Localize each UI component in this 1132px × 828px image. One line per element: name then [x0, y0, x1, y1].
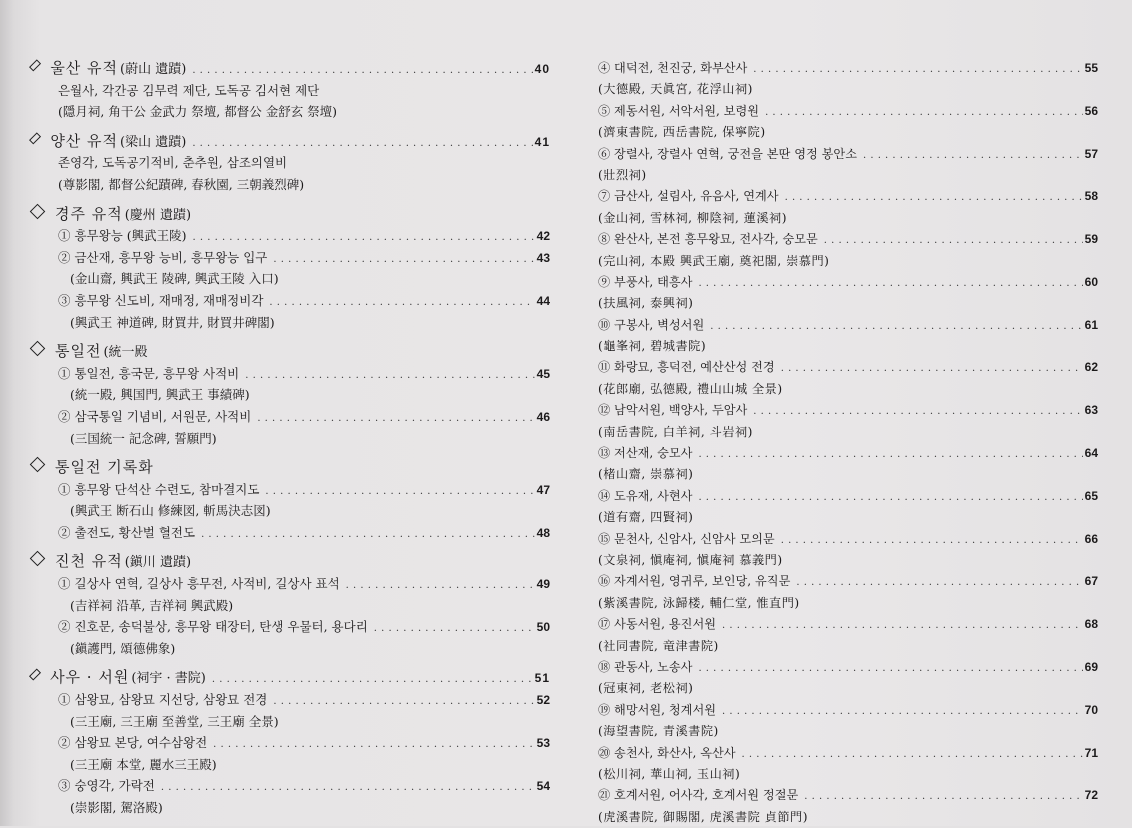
entry-text: ⑨ 부풍사, 태흥사 [598, 274, 693, 289]
entry-text: ⑭ 도유재, 사현사 [598, 488, 693, 503]
page-number: 55 [1084, 61, 1098, 75]
entry-text: (三王廟 本堂, 麗水三王殿) [70, 756, 217, 772]
page-number: 44 [536, 293, 550, 308]
section-title: 통일전 기록화 [55, 458, 154, 477]
entry-text: (濟東書院, 西岳書院, 保寧院) [598, 125, 766, 140]
page-number: 42 [536, 229, 550, 244]
page-number: 54 [536, 779, 550, 794]
dot-leader [192, 58, 532, 82]
toc-section [28, 341, 550, 449]
toc-item [598, 657, 1098, 700]
page-number: 52 [536, 693, 550, 708]
toc-entry [28, 595, 550, 617]
toc-entry [28, 754, 550, 776]
toc-section [28, 204, 550, 334]
section-heading [28, 131, 550, 153]
diamond-bullet-icon [30, 457, 46, 473]
toc-entry-hanja [598, 293, 1098, 314]
toc-item [598, 571, 1098, 614]
toc-item [598, 186, 1098, 229]
toc-entry [28, 711, 550, 733]
page-number: 72 [1084, 788, 1098, 803]
toc-entry-hanja [598, 251, 1098, 272]
dot-leader [804, 785, 1082, 807]
toc-entry [28, 638, 550, 660]
dot-leader [698, 443, 1082, 465]
dot-leader [265, 479, 534, 503]
page-number: 68 [1084, 617, 1098, 632]
entry-text: (冠東祠, 老松祠) [598, 681, 694, 696]
toc-entry-hanja [598, 464, 1098, 485]
toc-item [598, 785, 1098, 828]
toc-right-column [598, 58, 1098, 828]
entry-text: ① 길상사 연혁, 길상사 흥무전, 사적비, 길상사 표석 [58, 576, 340, 592]
toc-entry-hanja [598, 721, 1098, 742]
toc-entry [28, 384, 550, 406]
entry-text: ② 삼왕묘 본당, 여수삼왕전 [58, 735, 208, 751]
page-number: 47 [536, 482, 550, 497]
dot-leader [269, 290, 534, 314]
dot-leader [781, 357, 1083, 379]
toc-entry [28, 312, 550, 334]
toc-entry [28, 268, 550, 290]
page-number: 65 [1084, 488, 1098, 503]
entry-text: (三王廟, 三王廟 至善堂, 三王廟 全景) [70, 713, 279, 729]
entry-text: (扶風祠, 泰興祠) [598, 296, 694, 311]
entry-text: (松川祠, 華山祠, 玉山祠) [598, 766, 741, 781]
dot-leader [722, 614, 1083, 636]
toc-item [598, 443, 1098, 486]
page-number: 58 [1084, 189, 1098, 204]
diamond-bullet-icon [30, 203, 46, 219]
toc-item [598, 58, 1098, 101]
entry-text: (完山祠, 本殿 興武王廟, 奠祀閣, 崇慕門) [598, 253, 830, 268]
page-number: 50 [536, 620, 550, 635]
toc-entry-hanja [598, 807, 1098, 828]
toc-section [28, 457, 550, 543]
toc-entry-hanja [598, 593, 1098, 614]
diamond-bullet-icon [29, 669, 41, 681]
toc-entry [28, 174, 550, 196]
page-number: 69 [1084, 659, 1098, 674]
toc-item [598, 400, 1098, 443]
page-number: 46 [536, 409, 550, 424]
entry-text: ⑧ 완산사, 본전 흥무왕묘, 전사각, 숭모문 [598, 232, 818, 247]
section-heading [28, 58, 550, 80]
entry-text: ⑩ 구봉사, 벽성서원 [598, 317, 705, 332]
entry-text: ② 출전도, 황산벌 혈전도 [58, 524, 196, 540]
dot-leader [257, 406, 534, 430]
entry-text: (紫溪書院, 泳歸楼, 輔仁堂, 惟直門) [598, 595, 800, 610]
toc-entry [28, 573, 550, 595]
toc-item [598, 529, 1098, 572]
section-title-hanja: (梁山 遺蹟) [120, 134, 187, 150]
dot-leader [212, 667, 533, 691]
dot-leader [710, 315, 1082, 337]
section-heading [28, 341, 550, 363]
toc-entry [598, 443, 1098, 464]
entry-text: (社同書院, 竜津書院) [598, 638, 719, 653]
section-title: 양산 유적 [50, 131, 119, 150]
dot-leader [245, 363, 534, 387]
entry-text: ⑦ 금산사, 설림사, 유음사, 연계사 [598, 189, 779, 204]
entry-text: ② 삼국통일 기념비, 서원문, 사적비 [58, 408, 252, 424]
toc-item [598, 144, 1098, 187]
toc-entry-hanja [598, 507, 1098, 528]
entry-text: ⑱ 관동사, 노송사 [598, 659, 693, 674]
dot-leader [273, 689, 534, 713]
page-number: 59 [1084, 232, 1098, 247]
dot-leader [273, 247, 534, 271]
diamond-bullet-icon [29, 59, 41, 71]
entry-text: ⑲ 해망서원, 청계서원 [598, 702, 716, 717]
toc-entry [598, 315, 1098, 336]
toc-entry [28, 732, 550, 754]
toc-entry [598, 101, 1098, 122]
toc-entry [598, 272, 1098, 293]
page-number: 66 [1084, 531, 1098, 546]
toc-entry [598, 357, 1098, 378]
dot-leader [192, 131, 532, 155]
dot-leader [201, 522, 535, 546]
toc-entry [28, 428, 550, 450]
toc-entry [28, 290, 550, 312]
dot-leader [753, 400, 1082, 422]
page-number: 64 [1084, 446, 1098, 461]
page-number: 57 [1084, 146, 1098, 161]
section-heading [28, 457, 550, 479]
entry-text: ⑫ 남악서원, 백양사, 두암사 [598, 403, 748, 418]
diamond-bullet-icon [30, 341, 46, 357]
entry-text: (大德殿, 天眞宮, 花浮山祠) [598, 82, 753, 97]
dot-leader [781, 529, 1083, 551]
entry-text: ② 금산재, 흥무왕 능비, 흥무왕능 입구 [58, 249, 268, 265]
page-number: 70 [1084, 702, 1098, 717]
section-title: 진천 유적 [55, 552, 123, 571]
toc-entry-hanja [598, 336, 1098, 357]
dot-leader [742, 743, 1083, 765]
toc-section [28, 667, 550, 818]
dot-leader [374, 616, 535, 640]
entry-text: ③ 흥무왕 신도비, 재매정, 재매정비각 [58, 292, 264, 308]
toc-entry [598, 571, 1098, 592]
section-title: 울산 유적 [50, 59, 119, 77]
entry-text: ② 진호문, 송덕불상, 흥무왕 태장터, 탄생 우물터, 용다리 [58, 619, 368, 635]
toc-entry [28, 406, 550, 428]
toc-entry [598, 743, 1098, 764]
page-number: 53 [536, 736, 550, 751]
page-number: 45 [536, 366, 550, 381]
entry-text: (龜峯祠, 碧城書院) [598, 339, 707, 354]
section-title-hanja: (蔚山 遺蹟) [120, 62, 187, 77]
toc-item [598, 486, 1098, 529]
toc-entry [28, 247, 550, 269]
page-number: 48 [536, 525, 550, 540]
toc-entry [598, 614, 1098, 635]
toc-entry [598, 144, 1098, 165]
entry-text: (統一殿, 興国門, 興武王 事績碑) [70, 387, 250, 403]
entry-text: (道有齋, 四賢祠) [598, 510, 694, 525]
page-number: 63 [1084, 403, 1098, 418]
dot-leader [824, 229, 1083, 251]
toc-entry [598, 486, 1098, 507]
toc-entry-hanja [598, 379, 1098, 400]
toc-entry [28, 101, 550, 123]
section-title-hanja: (慶州 遺蹟) [124, 207, 192, 223]
entry-text: ① 삼왕묘, 삼왕묘 지선당, 삼왕묘 전경 [58, 692, 268, 708]
toc-entry-hanja [598, 550, 1098, 571]
entry-text: ⑤ 제동서원, 서악서원, 보령원 [598, 103, 760, 118]
toc-entry-hanja [598, 165, 1098, 186]
toc-item [598, 614, 1098, 657]
toc-entry [28, 225, 550, 247]
toc-entry [28, 500, 550, 522]
entry-text: ⑥ 장렬사, 장렬사 연혁, 궁전을 본딴 영정 봉안소 [598, 146, 857, 161]
toc-item [598, 357, 1098, 400]
toc-item [598, 101, 1098, 144]
entry-text: ⑯ 자계서원, 영귀루, 보인당, 유직문 [598, 574, 791, 589]
dot-leader [785, 186, 1083, 208]
entry-text: ③ 숭영각, 가락전 [58, 778, 155, 794]
entry-text: (隱月祠, 角干公 金武力 祭壇, 都督公 金舒玄 祭壇) [58, 104, 338, 120]
toc-entry [28, 689, 550, 711]
entry-text: (吉祥祠 沿革, 吉祥祠 興武殿) [70, 597, 234, 613]
section-title-hanja: (鎭川 遺蹟) [124, 555, 192, 571]
entry-text: (南岳書院, 白羊祠, 斗岩祠) [598, 424, 753, 439]
page-number: 40 [534, 62, 550, 76]
section-heading [28, 667, 550, 689]
toc-item [598, 229, 1098, 272]
entry-text: (興武王 神道碑, 財買井, 財買井碑閣) [70, 314, 275, 330]
page-number: 61 [1084, 317, 1098, 332]
page-number: 67 [1084, 574, 1098, 589]
dot-leader [698, 486, 1082, 508]
entry-text: (虎溪書院, 御賜閣, 虎溪書院 貞節門) [598, 809, 809, 824]
toc-entry [28, 616, 550, 638]
page-number: 43 [536, 250, 550, 265]
toc-entry-hanja [598, 636, 1098, 657]
toc-entry-hanja [598, 79, 1098, 100]
toc-entry [598, 400, 1098, 421]
toc-section [28, 58, 550, 123]
entry-text: (楮山齋, 崇慕祠) [598, 467, 694, 482]
page-number: 71 [1084, 745, 1098, 760]
entry-text: 은월사, 각간공 김무력 제단, 도독공 김서현 제단 [58, 82, 320, 98]
toc-left-column [28, 58, 550, 819]
toc-entry-hanja [598, 208, 1098, 229]
dot-leader [753, 58, 1082, 80]
entry-text: (金山齋, 興武王 陵碑, 興武王陵 入口) [70, 271, 279, 287]
page-number: 41 [534, 134, 550, 149]
diamond-bullet-icon [29, 132, 41, 144]
dot-leader [698, 272, 1082, 294]
toc-entry [28, 363, 550, 385]
page-number: 60 [1084, 274, 1098, 289]
entry-text: (金山祠, 雪林祠, 柳陰祠, 蓮溪祠) [598, 210, 788, 225]
toc-entry [28, 479, 550, 501]
toc-entry-hanja [598, 764, 1098, 785]
entry-text: ⑬ 저산재, 숭모사 [598, 446, 693, 461]
toc-entry [28, 80, 550, 102]
entry-text: ⑰ 사동서원, 용진서원 [598, 617, 716, 632]
toc-entry-hanja [598, 122, 1098, 143]
toc-item [598, 315, 1098, 358]
section-heading [28, 551, 550, 573]
toc-entry [598, 58, 1098, 79]
entry-text: ① 흥무왕능 (興武王陵) [58, 228, 187, 244]
toc-entry [598, 229, 1098, 250]
entry-text: (鎭護門, 頌德佛象) [70, 640, 176, 656]
entry-text: ⑮ 문천사, 신암사, 신암사 모의문 [598, 531, 775, 546]
entry-text: (崇影閣, 駕洛殿) [70, 800, 163, 815]
toc-section [28, 131, 550, 196]
dot-leader [161, 775, 535, 799]
section-title-hanja: (祠宇 · 書院) [131, 671, 206, 687]
toc-entry [28, 797, 550, 819]
entry-text: ㉑ 호계서원, 어사각, 호계서원 정절문 [598, 788, 799, 803]
toc-entry-hanja [598, 678, 1098, 699]
entry-text: (壯烈祠) [598, 167, 647, 182]
toc-item [598, 272, 1098, 315]
page-number: 62 [1084, 360, 1098, 375]
entry-text: ⑳ 송천사, 화산사, 옥산사 [598, 745, 736, 760]
toc-item [598, 743, 1098, 786]
page-number: 56 [1084, 103, 1098, 118]
toc-entry [598, 529, 1098, 550]
dot-leader [796, 571, 1082, 593]
entry-text: ① 통일전, 흥국문, 흥무왕 사적비 [58, 365, 240, 381]
section-title: 사우 · 서원 [50, 668, 130, 687]
toc-entry [28, 522, 550, 544]
toc-entry [598, 186, 1098, 207]
dot-leader [863, 144, 1083, 166]
dot-leader [213, 732, 534, 756]
dot-leader [722, 700, 1083, 722]
entry-text: (尊影閣, 都督公紀蹟碑, 春秋園, 三朝義烈碑) [58, 176, 305, 192]
dot-leader [193, 225, 535, 249]
page-number: 51 [534, 671, 550, 686]
page-number: 49 [536, 577, 550, 592]
toc-entry [598, 785, 1098, 806]
entry-text: (花郎廟, 弘德殿, 禮山山城 全景) [598, 381, 783, 396]
diamond-bullet-icon [30, 551, 46, 567]
entry-text: (海望書院, 青溪書院) [598, 724, 719, 739]
toc-section [28, 551, 550, 659]
dot-leader [346, 573, 535, 597]
entry-text: 존영각, 도독공기적비, 춘추원, 삼조의열비 [58, 155, 288, 171]
entry-text: (文泉祠, 愼庵祠, 愼庵祠 慕義門) [598, 552, 783, 567]
dot-leader [698, 657, 1082, 679]
dot-leader [765, 101, 1083, 123]
toc-entry [28, 775, 550, 797]
toc-entry [598, 700, 1098, 721]
entry-text: ④ 대덕전, 천진궁, 화부산사 [598, 61, 748, 75]
entry-text: (三国統一 記念碑, 誓願門) [70, 430, 217, 446]
toc-entry [598, 657, 1098, 678]
entry-text: (興武王 断石山 修練図, 斬馬決志図) [70, 503, 271, 519]
section-heading [28, 204, 550, 226]
entry-text: ① 흥무왕 단석산 수련도, 참마결지도 [58, 481, 260, 497]
toc-entry-hanja [598, 422, 1098, 443]
toc-entry [28, 152, 550, 174]
section-title: 경주 유적 [55, 204, 123, 223]
section-title: 통일전 [55, 342, 102, 361]
toc-item [598, 700, 1098, 743]
entry-text: ⑪ 화랑묘, 흥덕전, 예산산성 전경 [598, 360, 775, 375]
section-title-hanja: (統一殿 [103, 345, 148, 361]
